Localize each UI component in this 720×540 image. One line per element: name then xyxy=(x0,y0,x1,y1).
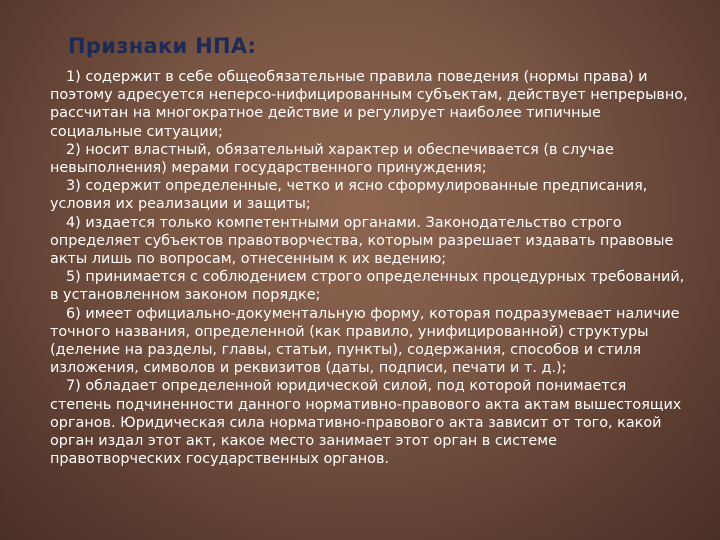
slide-title: Признаки НПА: xyxy=(68,34,257,58)
list-item-6: 6) имеет официально-документальную форму, которая подразумевает наличие точного названия, определенной (как правило, унифицированной) структуры (деление на разделы, главы, статьи, пункты), содержания, способов и стиля изложения, символов и реквизитов (даты, подписи, печати и т. д.); xyxy=(50,305,680,377)
list-item-5: 5) принимается с соблюдением строго определенных процедурных требований, в установленном законом порядке; xyxy=(50,269,685,304)
list-item-7: 7) обладает определенной юридической силой, под которой понимается степень подчиненности данного нормативно-правового акта актам вышестоящих органов. Юридическая сила нормативно-правового акта зависит от того, какой орган издал этот акт, какое место занимает этот орган в системе правотворческих государственных органов. xyxy=(50,378,682,468)
list-item-3: 3) содержит определенные, четко и ясно сформулированные предписания, условия их реализации и защиты; xyxy=(50,178,648,213)
slide-body xyxy=(50,68,688,468)
list-item-1: 1) содержит в себе общеобязательные правила поведения (нормы права) и поэтому адресуется неперсо-нифицированным субъектам, действует непрерывно, рассчитан на многократное действие и регулирует наиболее типичные социальные ситуации; xyxy=(50,69,688,140)
list-item-2: 2) носит властный, обязательный характер и обеспечивается (в случае невыполнения) мерами государственного принуждения; xyxy=(50,141,614,177)
list-item-4: 4) издается только компетентными органами. Законодательство строго определяет субъектов правотворчества, которым разрешает издавать правовые акты лишь по вопросам, отнесенным к их ведению; xyxy=(50,214,674,268)
